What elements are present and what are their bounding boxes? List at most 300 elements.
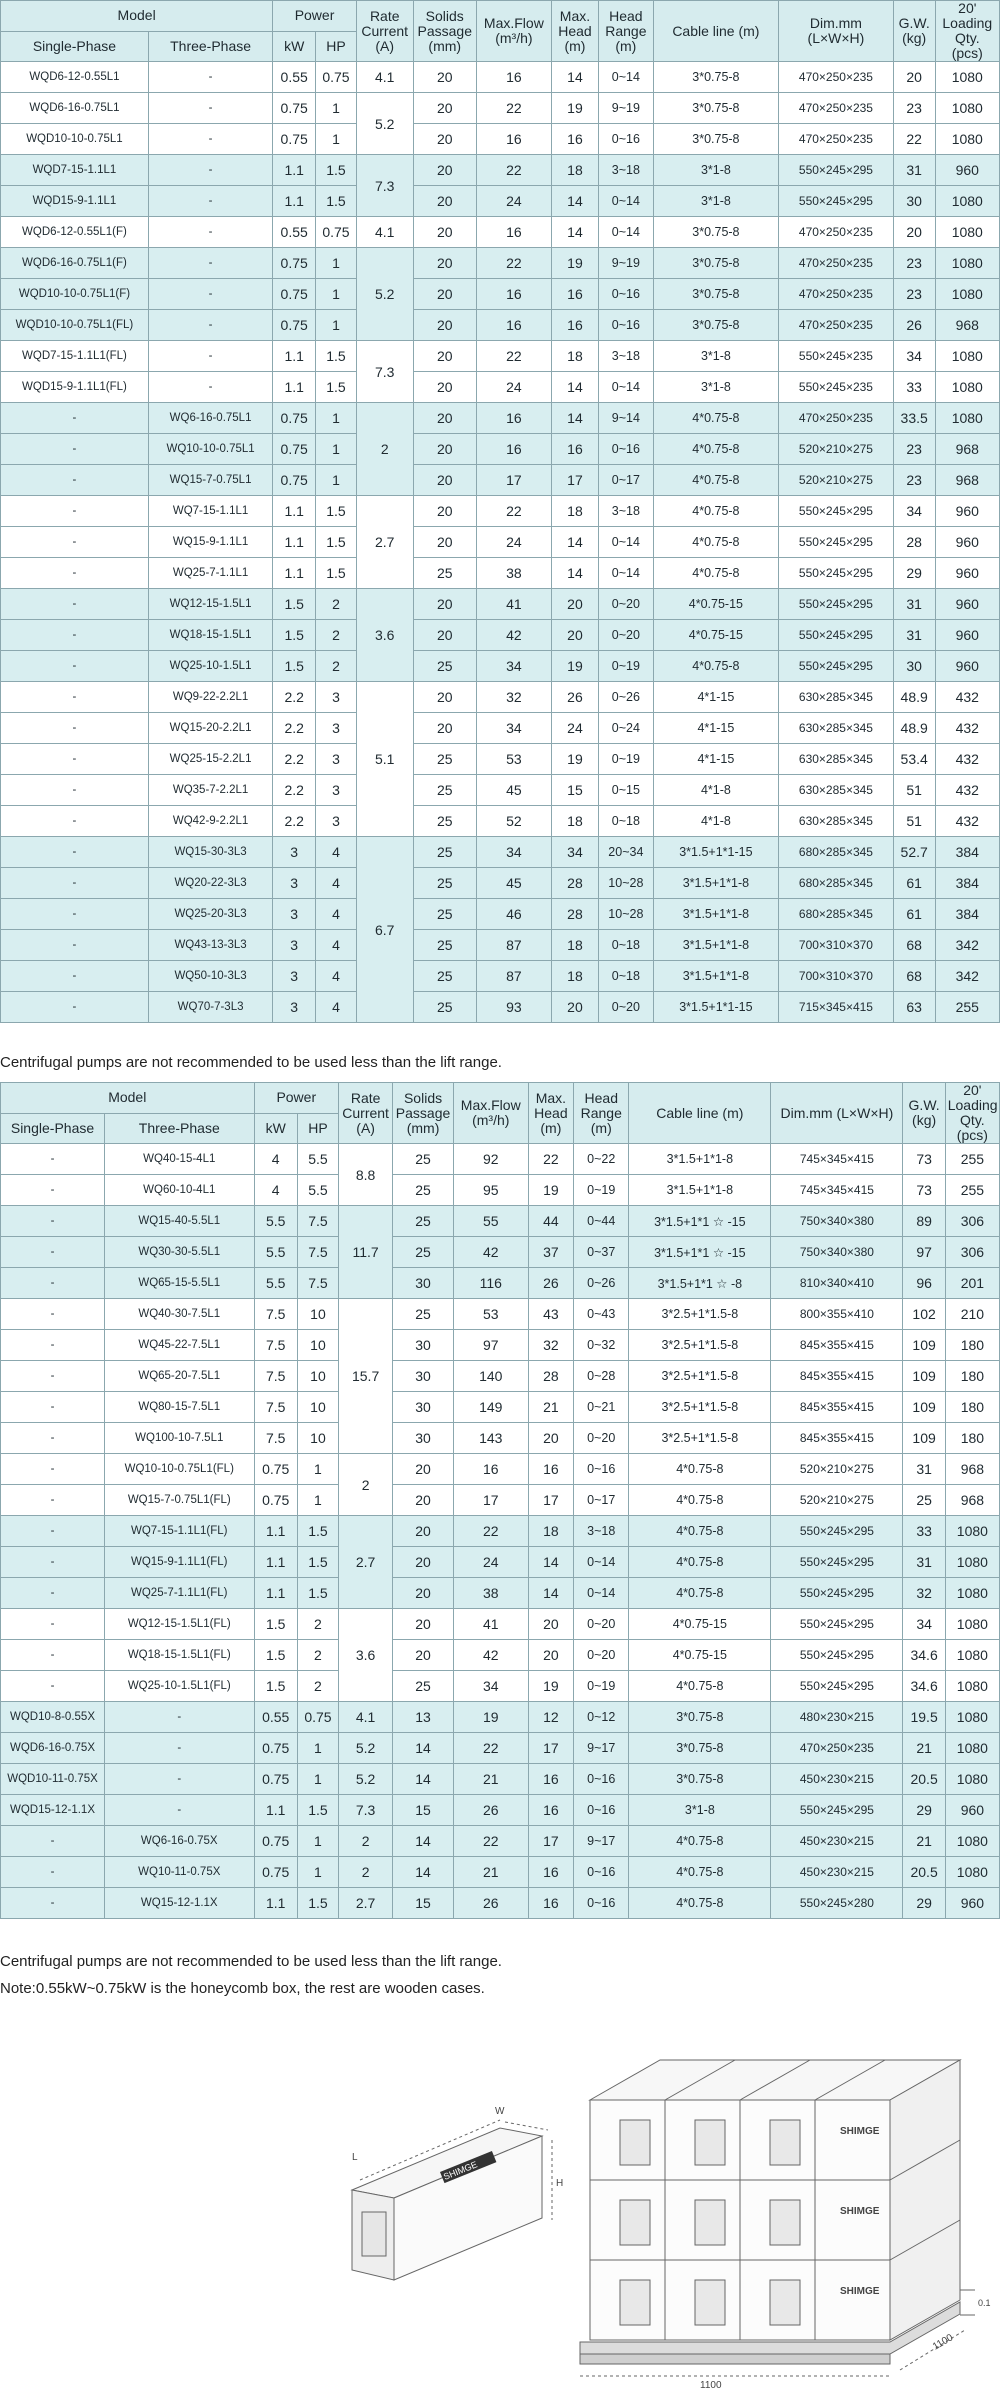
head-range-cell: 0~28	[574, 1361, 629, 1392]
gw-cell: 29	[903, 1888, 945, 1919]
three-phase-cell: WQ45-22-7.5L1	[105, 1330, 255, 1361]
max-head-cell: 32	[528, 1330, 574, 1361]
dimension-cell: 470×250×235	[779, 310, 894, 341]
solids-cell: 14	[393, 1733, 454, 1764]
solids-cell: 25	[413, 961, 476, 992]
head-range-cell: 0~20	[574, 1423, 629, 1454]
max-head-cell: 14	[551, 558, 598, 589]
solids-cell: 20	[413, 682, 476, 713]
max-head-cell: 21	[528, 1392, 574, 1423]
three-phase-cell: WQ6-16-0.75L1	[148, 403, 272, 434]
single-phase-cell: -	[1, 1206, 105, 1237]
header-max-head: Max. Head (m)	[551, 1, 598, 62]
header-max-flow: Max.Flow (m³/h)	[476, 1, 551, 62]
cable-cell: 4*0.75-8	[629, 1516, 771, 1547]
head-range-cell: 0~22	[574, 1144, 629, 1175]
single-phase-cell: WQD10-10-0.75L1	[1, 124, 149, 155]
hp-cell: 3	[316, 713, 357, 744]
dimension-cell: 550×245×295	[779, 496, 894, 527]
head-range-cell: 0~20	[599, 589, 654, 620]
hp-cell: 1	[297, 1764, 338, 1795]
max-flow-cell: 26	[453, 1888, 528, 1919]
single-phase-cell: WQD7-15-1.1L1	[1, 155, 149, 186]
cable-cell: 3*0.75-8	[653, 279, 778, 310]
loading-qty-cell: 1080	[945, 1702, 999, 1733]
table-row	[1, 1795, 1000, 1826]
gw-cell: 20	[893, 62, 935, 93]
single-phase-cell: WQD10-10-0.75L1(F)	[1, 279, 149, 310]
cable-cell: 4*0.75-8	[653, 403, 778, 434]
gw-cell: 33.5	[893, 403, 935, 434]
head-range-cell: 0~16	[599, 310, 654, 341]
loading-qty-cell: 1080	[935, 403, 999, 434]
lift-range-note: Centrifugal pumps are not recommended to be used less than the lift range.	[0, 1054, 502, 1071]
three-phase-cell: WQ18-15-1.5L1	[148, 620, 272, 651]
box-height-label: H	[556, 2178, 564, 2189]
kw-cell: 0.75	[254, 1733, 297, 1764]
gw-cell: 68	[893, 961, 935, 992]
loading-qty-cell: 255	[945, 1175, 999, 1206]
table-row	[1, 1330, 1000, 1361]
solids-cell: 20	[413, 186, 476, 217]
max-flow-cell: 16	[476, 62, 551, 93]
solids-cell: 25	[413, 744, 476, 775]
table-row	[1, 837, 1000, 868]
dimension-cell: 845×355×415	[771, 1392, 903, 1423]
gw-cell: 97	[903, 1237, 945, 1268]
cable-cell: 4*0.75-8	[653, 527, 778, 558]
dimension-cell: 680×285×345	[779, 837, 894, 868]
gw-cell: 31	[903, 1547, 945, 1578]
single-phase-cell: -	[1, 1330, 105, 1361]
max-head-cell: 20	[528, 1423, 574, 1454]
loading-qty-cell: 1080	[935, 279, 999, 310]
cable-cell: 3*0.75-8	[653, 217, 778, 248]
max-flow-cell: 116	[453, 1268, 528, 1299]
three-phase-cell: -	[148, 279, 272, 310]
max-flow-cell: 41	[453, 1609, 528, 1640]
solids-cell: 25	[413, 558, 476, 589]
max-flow-cell: 32	[476, 682, 551, 713]
kw-cell: 1.1	[273, 527, 316, 558]
dimension-cell: 800×355×410	[771, 1299, 903, 1330]
cable-cell: 4*0.75-8	[629, 1547, 771, 1578]
header-power: Power	[273, 1, 357, 32]
gw-cell: 20.5	[903, 1764, 945, 1795]
hp-cell: 1.5	[297, 1888, 338, 1919]
loading-qty-cell: 968	[945, 1454, 999, 1485]
gw-cell: 25	[903, 1485, 945, 1516]
max-flow-cell: 21	[453, 1857, 528, 1888]
single-phase-cell: -	[1, 1392, 105, 1423]
gw-cell: 34	[903, 1609, 945, 1640]
kw-cell: 1.5	[254, 1609, 297, 1640]
stack-brand-bottom: SHIMGE	[840, 2286, 880, 2297]
dimension-cell: 470×250×235	[779, 279, 894, 310]
head-range-cell: 0~16	[574, 1454, 629, 1485]
kw-cell: 1.1	[254, 1795, 297, 1826]
max-flow-cell: 95	[453, 1175, 528, 1206]
single-phase-cell: WQD6-12-0.55L1(F)	[1, 217, 149, 248]
three-phase-cell: -	[148, 186, 272, 217]
rate-current-cell: 15.7	[339, 1299, 393, 1454]
dimension-cell: 550×245×295	[771, 1795, 903, 1826]
loading-qty-cell: 960	[935, 155, 999, 186]
kw-cell: 0.75	[273, 279, 316, 310]
solids-cell: 20	[393, 1516, 454, 1547]
cable-cell: 4*0.75-8	[653, 465, 778, 496]
dimension-cell: 550×245×295	[771, 1516, 903, 1547]
loading-qty-cell: 342	[935, 961, 999, 992]
header-cable-line: Cable line (m)	[629, 1083, 771, 1144]
dimension-cell: 745×345×415	[771, 1144, 903, 1175]
table-row	[1, 1826, 1000, 1857]
gw-cell: 34.6	[903, 1671, 945, 1702]
rate-current-cell: 2	[356, 403, 413, 496]
three-phase-cell: WQ7-15-1.1L1(FL)	[105, 1516, 255, 1547]
loading-qty-cell: 201	[945, 1268, 999, 1299]
solids-cell: 25	[393, 1144, 454, 1175]
gw-cell: 29	[893, 558, 935, 589]
table-row	[1, 682, 1000, 713]
max-head-cell: 19	[551, 744, 598, 775]
solids-cell: 25	[393, 1206, 454, 1237]
dimension-cell: 700×310×370	[779, 930, 894, 961]
three-phase-cell: WQ15-20-2.2L1	[148, 713, 272, 744]
max-flow-cell: 24	[476, 527, 551, 558]
table-row	[1, 1454, 1000, 1485]
solids-cell: 20	[413, 93, 476, 124]
hp-cell: 2	[316, 589, 357, 620]
table-row	[1, 1764, 1000, 1795]
single-phase-cell: -	[1, 527, 149, 558]
max-head-cell: 14	[528, 1578, 574, 1609]
dimension-cell: 520×210×275	[779, 434, 894, 465]
cable-cell: 3*1-8	[653, 372, 778, 403]
cable-cell: 3*0.75-8	[653, 310, 778, 341]
max-flow-cell: 16	[476, 434, 551, 465]
solids-cell: 30	[393, 1392, 454, 1423]
kw-cell: 0.55	[254, 1702, 297, 1733]
three-phase-cell: WQ70-7-3L3	[148, 992, 272, 1023]
kw-cell: 0.75	[254, 1826, 297, 1857]
table-row	[1, 558, 1000, 589]
kw-cell: 4	[254, 1144, 297, 1175]
hp-cell: 1.5	[297, 1795, 338, 1826]
max-flow-cell: 143	[453, 1423, 528, 1454]
stack-brand-top: SHIMGE	[840, 2126, 880, 2137]
single-phase-cell: -	[1, 1578, 105, 1609]
max-head-cell: 19	[528, 1671, 574, 1702]
solids-cell: 30	[393, 1361, 454, 1392]
solids-cell: 25	[413, 775, 476, 806]
hp-cell: 0.75	[316, 217, 357, 248]
loading-qty-cell: 960	[945, 1888, 999, 1919]
single-phase-cell: -	[1, 1299, 105, 1330]
rate-current-cell: 6.7	[356, 837, 413, 1023]
kw-cell: 1.1	[273, 341, 316, 372]
kw-cell: 7.5	[254, 1392, 297, 1423]
three-phase-cell: WQ43-13-3L3	[148, 930, 272, 961]
dimension-cell: 700×310×370	[779, 961, 894, 992]
three-phase-cell: WQ12-15-1.5L1(FL)	[105, 1609, 255, 1640]
header-three-phase: Three-Phase	[148, 31, 272, 62]
table-row	[1, 868, 1000, 899]
kw-cell: 0.55	[273, 217, 316, 248]
max-head-cell: 16	[551, 434, 598, 465]
header-head-range: Head Range (m)	[574, 1083, 629, 1144]
max-head-cell: 19	[551, 248, 598, 279]
three-phase-cell: WQ40-15-4L1	[105, 1144, 255, 1175]
solids-cell: 25	[413, 992, 476, 1023]
loading-qty-cell: 960	[935, 651, 999, 682]
table-row	[1, 527, 1000, 558]
solids-cell: 30	[393, 1423, 454, 1454]
max-flow-cell: 24	[476, 186, 551, 217]
max-head-cell: 26	[528, 1268, 574, 1299]
dimension-cell: 630×285×345	[779, 775, 894, 806]
head-range-cell: 0~14	[599, 62, 654, 93]
loading-qty-cell: 1080	[945, 1857, 999, 1888]
max-flow-cell: 34	[476, 713, 551, 744]
hp-cell: 1.5	[316, 155, 357, 186]
single-phase-cell: -	[1, 1485, 105, 1516]
loading-qty-cell: 1080	[935, 372, 999, 403]
loading-qty-cell: 432	[935, 775, 999, 806]
head-range-cell: 0~16	[574, 1888, 629, 1919]
table-row	[1, 1547, 1000, 1578]
hp-cell: 2	[316, 651, 357, 682]
max-head-cell: 18	[551, 806, 598, 837]
three-phase-cell: WQ65-20-7.5L1	[105, 1361, 255, 1392]
loading-qty-cell: 960	[935, 620, 999, 651]
solids-cell: 20	[413, 124, 476, 155]
head-range-cell: 0~16	[574, 1795, 629, 1826]
dimension-cell: 550×245×295	[771, 1547, 903, 1578]
hp-cell: 1	[316, 248, 357, 279]
hp-cell: 2	[297, 1609, 338, 1640]
max-flow-cell: 38	[476, 558, 551, 589]
loading-qty-cell: 432	[935, 682, 999, 713]
pump-spec-table-2	[0, 1082, 1000, 1919]
max-flow-cell: 16	[476, 279, 551, 310]
gw-cell: 30	[893, 651, 935, 682]
three-phase-cell: WQ6-16-0.75X	[105, 1826, 255, 1857]
max-head-cell: 16	[551, 124, 598, 155]
gw-cell: 51	[893, 806, 935, 837]
three-phase-cell: WQ10-10-0.75L1	[148, 434, 272, 465]
pump-spec-table-1	[0, 0, 1000, 1023]
single-phase-cell: -	[1, 1268, 105, 1299]
max-flow-cell: 22	[476, 496, 551, 527]
head-range-cell: 0~17	[599, 465, 654, 496]
gw-cell: 31	[893, 589, 935, 620]
header-cable-line: Cable line (m)	[653, 1, 778, 62]
max-head-cell: 12	[528, 1702, 574, 1733]
rate-current-cell: 7.3	[356, 155, 413, 217]
table-row	[1, 1609, 1000, 1640]
max-head-cell: 18	[551, 341, 598, 372]
solids-cell: 14	[393, 1826, 454, 1857]
header-single-phase: Single-Phase	[1, 31, 149, 62]
head-range-cell: 0~16	[574, 1764, 629, 1795]
head-range-cell: 3~18	[599, 155, 654, 186]
single-phase-cell: -	[1, 1361, 105, 1392]
single-phase-cell: -	[1, 1888, 105, 1919]
table-row	[1, 496, 1000, 527]
head-range-cell: 0~19	[599, 744, 654, 775]
table-row	[1, 1671, 1000, 1702]
gw-cell: 51	[893, 775, 935, 806]
max-flow-cell: 42	[453, 1640, 528, 1671]
cable-cell: 3*1.5+1*1-8	[629, 1144, 771, 1175]
max-flow-cell: 24	[476, 372, 551, 403]
gw-cell: 109	[903, 1392, 945, 1423]
dimension-cell: 550×245×295	[779, 186, 894, 217]
gw-cell: 23	[893, 248, 935, 279]
table-row	[1, 620, 1000, 651]
max-head-cell: 17	[551, 465, 598, 496]
hp-cell: 10	[297, 1392, 338, 1423]
gw-cell: 30	[893, 186, 935, 217]
single-phase-cell: WQD15-9-1.1L1(FL)	[1, 372, 149, 403]
gw-cell: 68	[893, 930, 935, 961]
head-range-cell: 0~15	[599, 775, 654, 806]
header-rate-current: Rate Current (A)	[339, 1083, 393, 1144]
max-head-cell: 28	[551, 899, 598, 930]
max-flow-cell: 22	[476, 93, 551, 124]
gw-cell: 48.9	[893, 713, 935, 744]
gw-cell: 26	[893, 310, 935, 341]
loading-qty-cell: 1080	[935, 341, 999, 372]
head-range-cell: 9~17	[574, 1733, 629, 1764]
dimension-cell: 450×230×215	[771, 1826, 903, 1857]
header-dimensions: Dim.mm (L×W×H)	[779, 1, 894, 62]
cable-cell: 3*0.75-8	[653, 248, 778, 279]
head-range-cell: 9~19	[599, 248, 654, 279]
three-phase-cell: WQ25-20-3L3	[148, 899, 272, 930]
cable-cell: 4*0.75-15	[629, 1609, 771, 1640]
cable-cell: 4*0.75-8	[629, 1826, 771, 1857]
table-row	[1, 372, 1000, 403]
loading-qty-cell: 1080	[935, 124, 999, 155]
single-phase-cell: WQD10-8-0.55X	[1, 1702, 105, 1733]
packaging-note: Note:0.55kW~0.75kW is the honeycomb box, the rest are wooden cases.	[0, 1980, 485, 1997]
hp-cell: 4	[316, 868, 357, 899]
table-row	[1, 465, 1000, 496]
header-loading-qty: 20' Loading Qty. (pcs)	[935, 1, 999, 62]
hp-cell: 1	[316, 279, 357, 310]
dimension-cell: 810×340×410	[771, 1268, 903, 1299]
solids-cell: 20	[393, 1454, 454, 1485]
three-phase-cell: -	[148, 310, 272, 341]
three-phase-cell: WQ25-7-1.1L1	[148, 558, 272, 589]
gw-cell: 23	[893, 434, 935, 465]
head-range-cell: 0~26	[574, 1268, 629, 1299]
dimension-cell: 520×210×275	[771, 1485, 903, 1516]
kw-cell: 2.2	[273, 682, 316, 713]
three-phase-cell: WQ25-10-1.5L1	[148, 651, 272, 682]
dimension-cell: 715×345×415	[779, 992, 894, 1023]
table-row	[1, 1640, 1000, 1671]
solids-cell: 30	[393, 1268, 454, 1299]
gw-cell: 21	[903, 1826, 945, 1857]
loading-qty-cell: 432	[935, 744, 999, 775]
max-flow-cell: 34	[476, 837, 551, 868]
max-head-cell: 18	[551, 155, 598, 186]
solids-cell: 20	[413, 527, 476, 558]
dimension-cell: 550×245×295	[779, 155, 894, 186]
head-range-cell: 0~37	[574, 1237, 629, 1268]
max-flow-cell: 46	[476, 899, 551, 930]
three-phase-cell: WQ15-7-0.75L1	[148, 465, 272, 496]
kw-cell: 5.5	[254, 1237, 297, 1268]
single-phase-cell: -	[1, 465, 149, 496]
solids-cell: 20	[413, 434, 476, 465]
solids-cell: 20	[393, 1547, 454, 1578]
max-head-cell: 15	[551, 775, 598, 806]
rate-current-cell: 2	[339, 1857, 393, 1888]
max-flow-cell: 92	[453, 1144, 528, 1175]
hp-cell: 7.5	[297, 1237, 338, 1268]
cable-cell: 4*0.75-8	[653, 496, 778, 527]
single-phase-cell: -	[1, 899, 149, 930]
loading-qty-cell: 1080	[935, 186, 999, 217]
max-head-cell: 19	[551, 93, 598, 124]
hp-cell: 1.5	[316, 186, 357, 217]
header-model: Model	[1, 1083, 255, 1114]
dimension-cell: 520×210×275	[779, 465, 894, 496]
max-head-cell: 28	[528, 1361, 574, 1392]
kw-cell: 0.55	[273, 62, 316, 93]
cable-cell: 3*0.75-8	[629, 1764, 771, 1795]
dimension-cell: 680×285×345	[779, 899, 894, 930]
loading-qty-cell: 960	[935, 527, 999, 558]
max-head-cell: 20	[528, 1609, 574, 1640]
cable-cell: 4*1-8	[653, 806, 778, 837]
cable-cell: 3*1.5+1*1 ☆ -15	[629, 1206, 771, 1237]
head-range-cell: 0~14	[599, 186, 654, 217]
three-phase-cell: -	[105, 1702, 255, 1733]
head-range-cell: 9~19	[599, 93, 654, 124]
table-row	[1, 1144, 1000, 1175]
single-phase-cell: -	[1, 1175, 105, 1206]
kw-cell: 7.5	[254, 1299, 297, 1330]
max-head-cell: 34	[551, 837, 598, 868]
hp-cell: 5.5	[297, 1175, 338, 1206]
hp-cell: 10	[297, 1330, 338, 1361]
max-head-cell: 14	[551, 62, 598, 93]
solids-cell: 20	[413, 62, 476, 93]
hp-cell: 4	[316, 961, 357, 992]
max-head-cell: 20	[551, 620, 598, 651]
rate-current-cell: 2	[339, 1454, 393, 1516]
single-phase-cell: -	[1, 961, 149, 992]
cable-cell: 3*0.75-8	[629, 1702, 771, 1733]
kw-cell: 1.1	[254, 1888, 297, 1919]
gw-cell: 34	[893, 496, 935, 527]
cable-cell: 4*0.75-8	[629, 1888, 771, 1919]
three-phase-cell: WQ25-15-2.2L1	[148, 744, 272, 775]
table-row	[1, 1175, 1000, 1206]
single-phase-cell: -	[1, 1423, 105, 1454]
loading-qty-cell: 432	[935, 806, 999, 837]
single-phase-cell: -	[1, 651, 149, 682]
gw-cell: 32	[903, 1578, 945, 1609]
three-phase-cell: WQ60-10-4L1	[105, 1175, 255, 1206]
max-head-cell: 37	[528, 1237, 574, 1268]
max-flow-cell: 17	[453, 1485, 528, 1516]
